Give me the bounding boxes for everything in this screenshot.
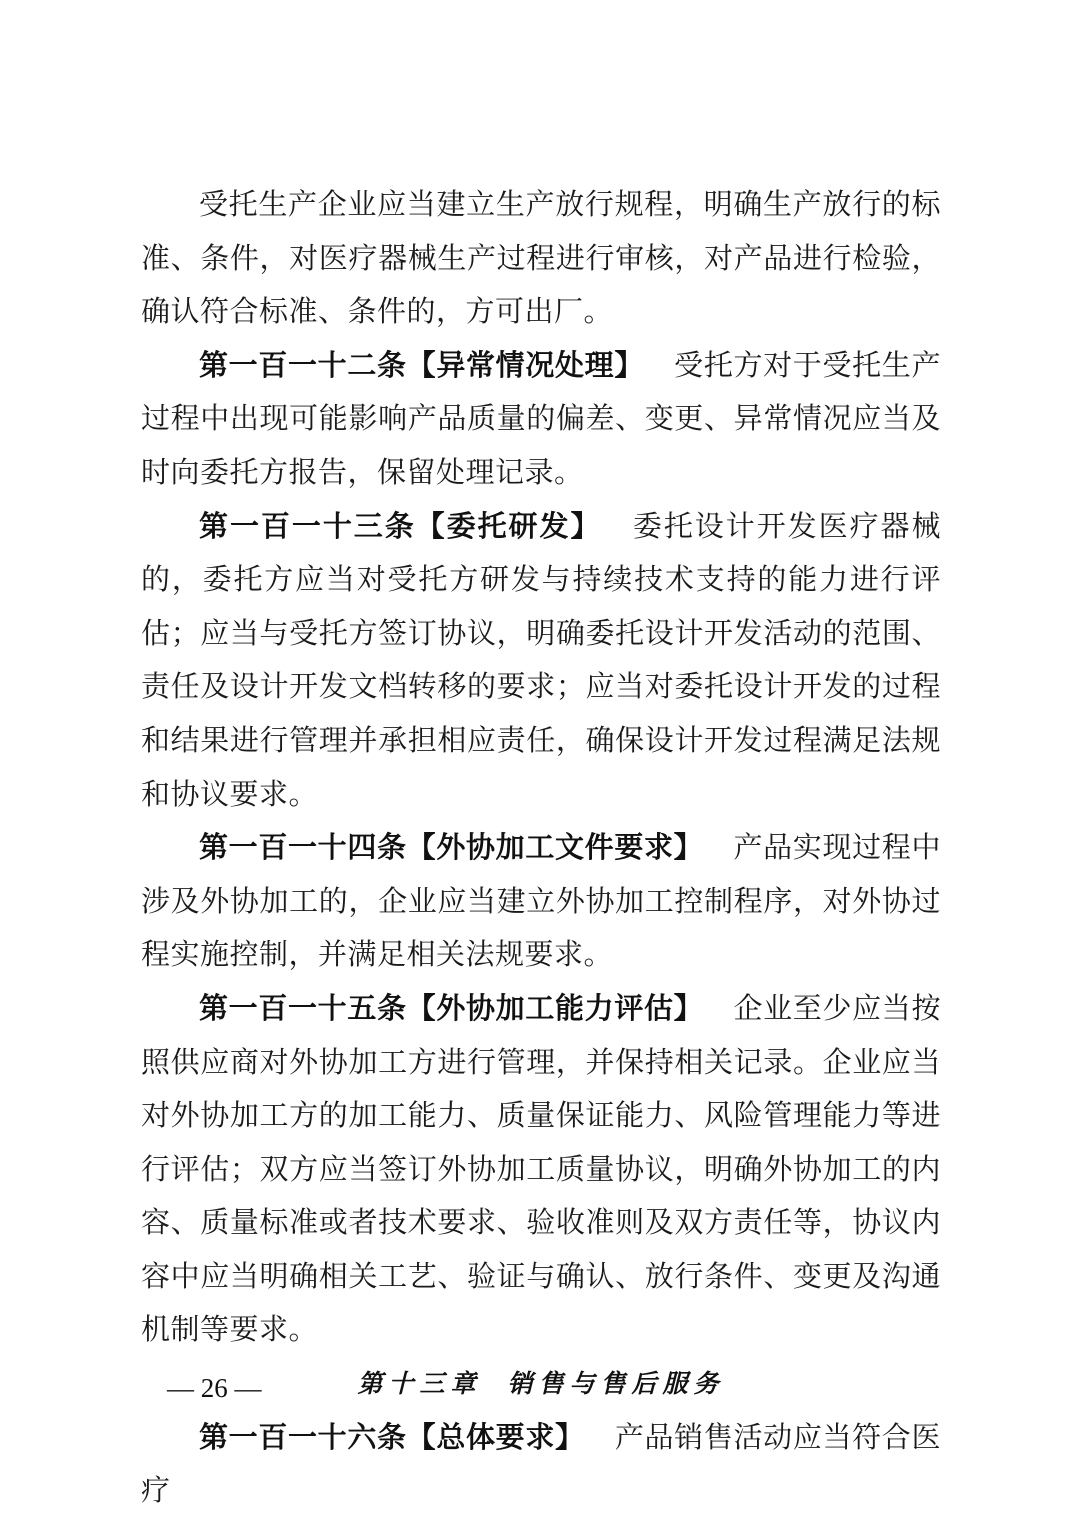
article-text: 企业至少应当按照供应商对外协加工方进行管理，并保持相关记录。企业应当对外协加工方的加工能力、质量保证能力、风险管理能力等进行评估；双方应当签订外协加工质量协议，明确外协加工的内容、质量标准或者技术要求、验收准则及双方责任等，协议内容中应当明确相关工艺、验证与确认、放行条件、变更及沟通机制等要求。 [141, 990, 941, 1347]
article-heading: 第一百一十五条【外协加工能力评估】 [199, 990, 704, 1025]
chapter-number: 第十三章 [357, 1369, 482, 1399]
chapter-title: 销售与售后服务 [507, 1369, 725, 1399]
article-heading: 第一百一十二条【异常情况处理】 [199, 347, 644, 382]
article-text: 委托设计开发医疗器械的，委托方应当对受托方研发与持续技术支持的能力进行评估；应当与受托方签订协议，明确委托设计开发活动的范围、责任及设计开发文档转移的要求；应当对委托设计开发的过程和结果进行管理并承担相应责任，确保设计开发过程满足法规和协议要求。 [141, 508, 941, 811]
article-115 [141, 982, 941, 1357]
article-heading: 第一百一十四条【外协加工文件要求】 [199, 830, 704, 865]
article-113 [141, 500, 941, 822]
paragraph-text: 受托生产企业应当建立生产放行规程，明确生产放行的标准、条件，对医疗器械生产过程进行审核，对产品进行检验，确认符合标准、条件的，方可出厂。 [141, 187, 941, 329]
article-114 [141, 821, 941, 982]
article-heading: 第一百一十三条【委托研发】 [199, 508, 602, 543]
document-body [141, 178, 941, 1518]
article-116 [141, 1411, 941, 1518]
article-text: 产品销售活动应当符合医疗 [141, 1419, 941, 1508]
article-text: 产品实现过程中涉及外协加工的，企业应当建立外协加工控制程序，对外协过程实施控制，并满足相关法规要求。 [141, 830, 941, 972]
article-heading: 第一百一十六条【总体要求】 [199, 1419, 585, 1454]
article-text: 受托方对于受托生产过程中出现可能影响产品质量的偏差、变更、异常情况应当及时向委托方报告，保留处理记录。 [141, 347, 941, 489]
article-112 [141, 339, 941, 500]
page-number: — 26 — [167, 1373, 262, 1403]
paragraph-release-procedure [141, 178, 941, 339]
